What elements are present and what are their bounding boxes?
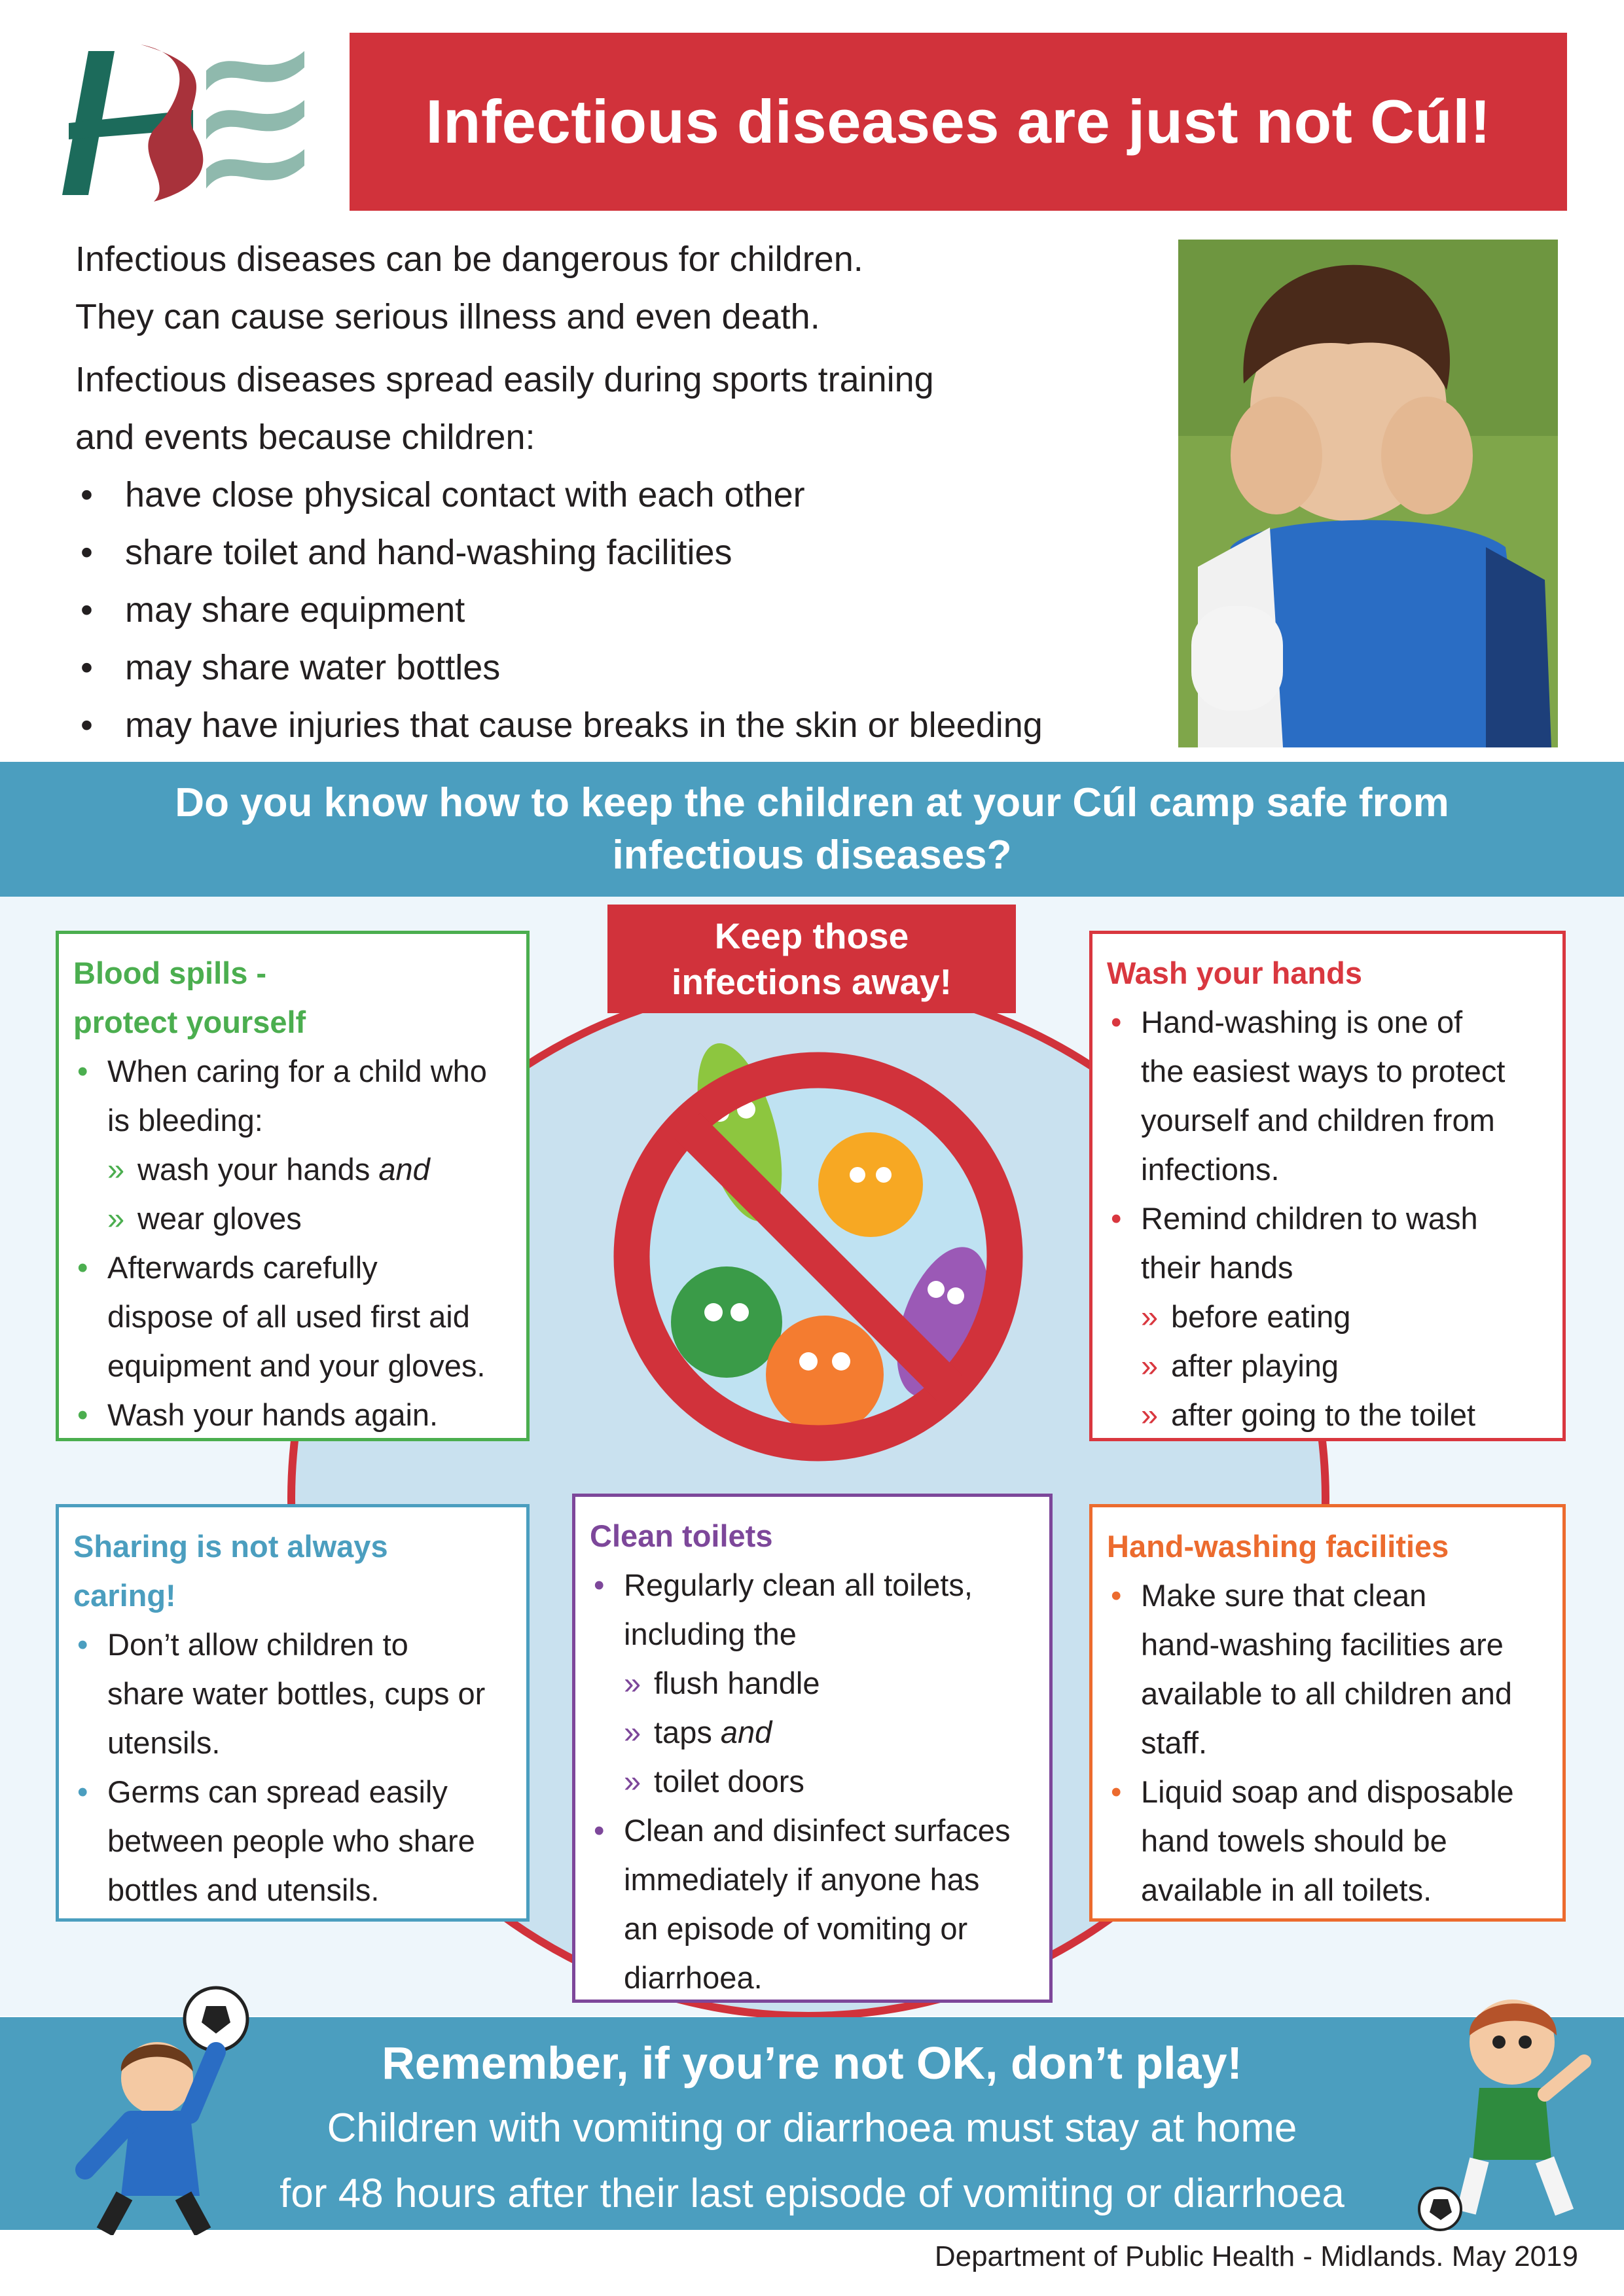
blood-spills-box <box>56 931 530 1441</box>
sub-item: » after going to the toilet <box>1107 1390 1547 1439</box>
list-item: • Make sure that clean hand-washing facilities are available to all children and staff. <box>1107 1571 1547 1767</box>
list-item: • share toilet and hand-washing facilities <box>75 524 1149 581</box>
box-title: Wash your hands <box>1107 956 1362 990</box>
keep-line: Keep those <box>714 916 909 956</box>
intro-line: and events because children: <box>75 418 535 457</box>
box-title: Blood spills - <box>73 956 267 990</box>
intro-line: They can cause serious illness and even death. <box>75 297 820 336</box>
footer-credit: Department of Public Health - Midlands. May 2019 <box>934 2240 1578 2272</box>
reminder-line: for 48 hours after their last episode of vomiting or diarrhoea <box>280 2171 1344 2216</box>
sub-item: » wear gloves <box>73 1194 511 1243</box>
list-item: • Don’t allow children to share water bottles, cups or utensils. <box>73 1620 511 1767</box>
list-item: • have close physical contact with each other <box>75 466 1149 524</box>
reminder-headline: Remember, if you’re not OK, don’t play! <box>382 2037 1242 2089</box>
footballer-cartoon-icon <box>1414 1983 1604 2232</box>
list-item: • Wash your hands again. <box>73 1390 511 1439</box>
intro-line: Infectious diseases can be dangerous for children. <box>75 240 863 279</box>
list-item: • Clean and disinfect surfaces immediately if anyone has an episode of vomiting or diarrhoea. <box>590 1806 1034 2002</box>
list-item: • may have injuries that cause breaks in the skin or bleeding <box>75 696 1149 754</box>
sub-item: » flush handle <box>590 1659 1034 1708</box>
sub-item: » before eating <box>1107 1292 1547 1341</box>
sharing-box <box>56 1504 530 1922</box>
title-banner <box>350 33 1567 211</box>
list-item: • may share equipment <box>75 581 1149 639</box>
sub-item: » taps and <box>590 1708 1034 1757</box>
question-banner <box>0 762 1624 897</box>
box-title: Hand-washing facilities <box>1107 1529 1449 1564</box>
list-item: • Afterwards carefully dispose of all used first aid equipment and your gloves. <box>73 1243 511 1390</box>
reminder-line: Children with vomiting or diarrhoea must stay at home <box>327 2106 1297 2151</box>
box-title: Clean toilets <box>590 1518 773 1553</box>
wash-hands-box <box>1089 931 1566 1441</box>
intro-text <box>75 230 1149 754</box>
intro-bullets <box>75 466 1149 754</box>
intro-line: Infectious diseases spread easily during sports training <box>75 360 934 399</box>
page-title: Infectious diseases are just not Cúl! <box>425 87 1491 156</box>
list-item: • Regularly clean all toilets, including the <box>590 1560 1034 1659</box>
list-item: • Germs can spread easily between people who share bottles and utensils. <box>73 1767 511 1914</box>
sad-child-photo <box>1178 240 1558 747</box>
hand-washing-facilities-box <box>1089 1504 1566 1922</box>
list-item: • Hand-washing is one of the easiest ways to protect yourself and children from infections. <box>1107 997 1547 1194</box>
box-title: protect yourself <box>73 1005 306 1039</box>
sub-item: » after playing <box>1107 1341 1547 1390</box>
list-item: • When caring for a child who is bleeding: <box>73 1047 511 1145</box>
sub-item: » toilet doors <box>590 1757 1034 1806</box>
box-title: caring! <box>73 1578 176 1613</box>
list-item: • may share water bottles <box>75 639 1149 696</box>
sub-item: » wash your hands and <box>73 1145 511 1194</box>
box-title: Sharing is not always <box>73 1529 388 1564</box>
question-heading: Do you know how to keep the children at your Cúl camp safe from infectious diseases? <box>175 780 1449 878</box>
list-item: • Liquid soap and disposable hand towels should be available in all toilets. <box>1107 1767 1547 1914</box>
clean-toilets-box <box>572 1494 1053 2003</box>
no-germs-sign-icon <box>589 982 1047 1473</box>
hse-logo <box>62 31 311 208</box>
keep-line: infections away! <box>672 961 952 1002</box>
goalkeeper-cartoon-icon <box>59 1980 255 2235</box>
keep-infections-away-banner <box>607 905 1016 1013</box>
list-item: • Remind children to wash their hands <box>1107 1194 1547 1292</box>
